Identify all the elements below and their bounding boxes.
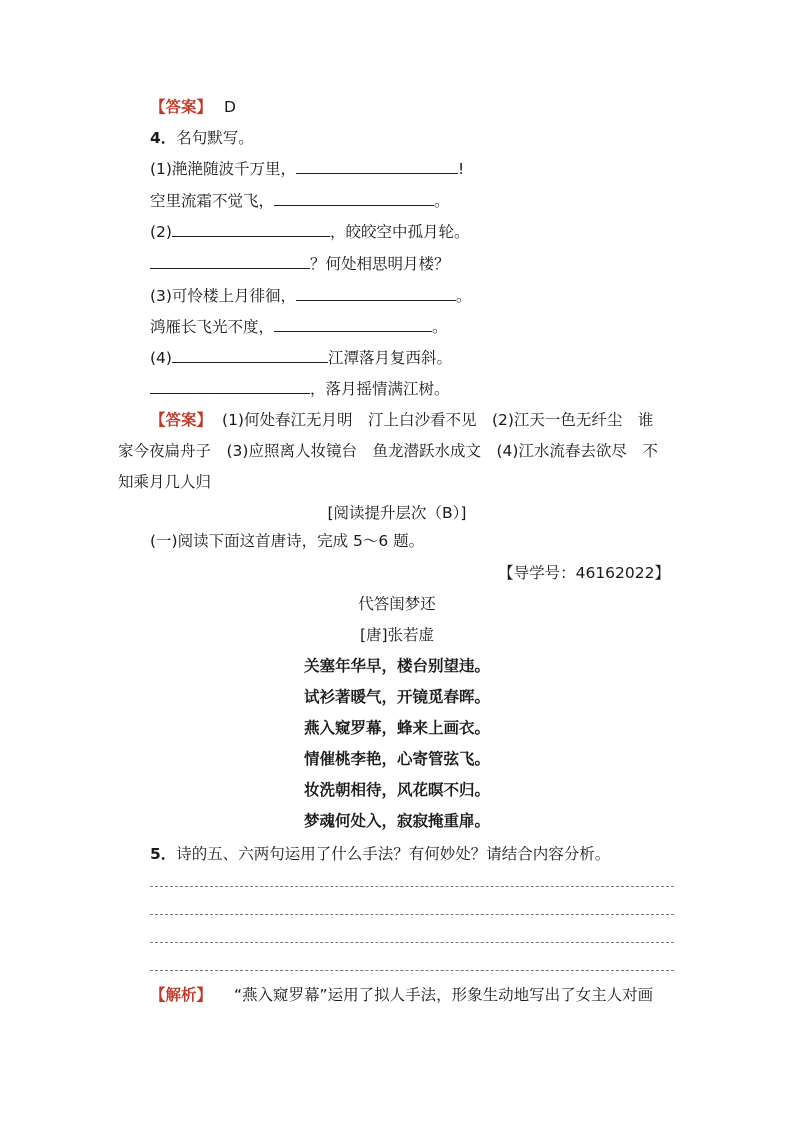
answer-block-line-1 — [150, 410, 653, 430]
dictation-line-4 — [150, 254, 450, 274]
question-5 — [150, 844, 610, 864]
answer-text: (1)何处春江无月明 汀上白沙看不见 (2)江天一色无纤尘 谁 — [222, 411, 654, 429]
answer-value: D — [224, 98, 236, 116]
poem-line: 妆洗朝相待，风花暝不归。 — [303, 781, 490, 799]
dictation-line-1 — [150, 159, 464, 179]
question-number: 5． — [150, 845, 177, 863]
reading-intro: (一)阅读下面这首唐诗，完成 5～6 题。 — [150, 532, 425, 550]
prompt-text: (4) — [150, 349, 172, 367]
prompt-text: 鸿雁长飞光不度， — [150, 318, 275, 336]
answer-block-line-3 — [118, 472, 211, 492]
analysis-line — [150, 985, 653, 1005]
prompt-text: (1)滟滟随波千万里， — [150, 160, 296, 178]
dictation-line-7 — [150, 348, 452, 368]
question-text: 名句默写。 — [176, 129, 254, 147]
section-heading: [阅读提升层次（B）] — [327, 504, 467, 522]
poem-line: 关塞年华早，楼台别望违。 — [303, 657, 490, 675]
prompt-text: ! — [457, 160, 465, 178]
fill-blank[interactable] — [274, 317, 432, 332]
answer-line — [150, 97, 236, 117]
dictation-line-2 — [150, 191, 450, 211]
question-number: 4． — [150, 129, 177, 147]
prompt-text: (2) — [150, 223, 172, 241]
dictation-line-8 — [150, 379, 450, 399]
poem-line: 情催桃李艳，心寄管弦飞。 — [303, 750, 490, 768]
guide-number: 【导学号：46162022】 — [498, 564, 670, 582]
poem-line: 梦魂何处入，寂寂掩重扉。 — [303, 812, 490, 830]
fill-blank[interactable] — [150, 254, 310, 269]
answer-block-line-2 — [118, 441, 658, 461]
prompt-text: 江潭落月复西斜。 — [327, 349, 452, 367]
poem-line: 试衫著暖气，开镜觅春晖。 — [303, 688, 490, 706]
prompt-text: ？何处相思明月楼？ — [310, 255, 450, 273]
dictation-line-6 — [150, 317, 448, 337]
answer-tag: 【答案】 — [150, 98, 213, 116]
answer-dotted-line[interactable] — [150, 942, 674, 943]
prompt-text: 。 — [455, 287, 472, 305]
poem-title: 代答闺梦还 — [358, 595, 436, 613]
fill-blank[interactable] — [296, 286, 456, 301]
poem-author: [唐]张若虚 — [359, 626, 435, 644]
fill-blank[interactable] — [274, 191, 434, 206]
prompt-text: 空里流霜不觉飞， — [150, 192, 275, 210]
prompt-text: ，皎皎空中孤月轮。 — [329, 223, 470, 241]
prompt-text: 。 — [434, 192, 450, 210]
fill-blank[interactable] — [172, 348, 328, 363]
fill-blank[interactable] — [296, 159, 458, 174]
question-text: 诗的五、六两句运用了什么手法？有何妙处？请结合内容分析。 — [176, 845, 611, 863]
question-4-title — [150, 128, 254, 148]
fill-blank[interactable] — [150, 379, 310, 394]
answer-dotted-line[interactable] — [150, 970, 674, 971]
fill-blank[interactable] — [172, 222, 330, 237]
dictation-line-5 — [150, 286, 471, 306]
prompt-text: 。 — [432, 318, 448, 336]
analysis-tag: 【解析】 — [150, 986, 213, 1004]
answer-dotted-line[interactable] — [150, 914, 674, 915]
prompt-text: ，落月摇情满江树。 — [310, 380, 450, 398]
dictation-line-3 — [150, 222, 469, 242]
analysis-text: “燕入窥罗幕”运用了拟人手法，形象生动地写出了女主人对画 — [234, 986, 654, 1004]
answer-tag: 【答案】 — [150, 411, 213, 429]
prompt-text: (3)可怜楼上月徘徊， — [150, 287, 296, 305]
answer-text: 知乘月几人归 — [118, 473, 212, 491]
poem-line: 燕入窥罗幕，蜂来上画衣。 — [303, 719, 490, 737]
answer-dotted-line[interactable] — [150, 886, 674, 887]
answer-text: 家今夜扁舟子 (3)应照离人妆镜台 鱼龙潜跃水成文 (4)江水流春去欲尽 不 — [118, 442, 658, 460]
